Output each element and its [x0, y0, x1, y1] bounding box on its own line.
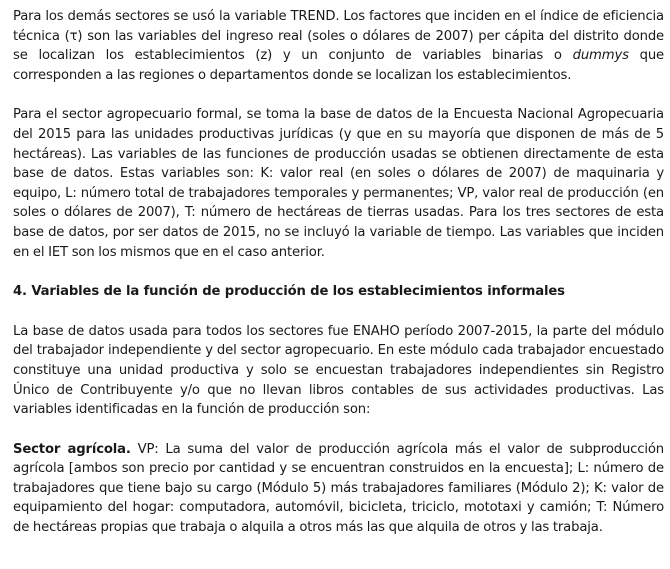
tau-symbol: τ [69, 28, 78, 44]
paragraph-enaho-database: La base de datos usada para todos los sectores fue ENAHO período 2007-2015, la parte del módulo del trabajador independiente y del sector agropecuario. En este módulo cada trabajador encuestado constituye una unidad productiva y solo se encuestan trabajadores independientes sin Registro Único de Contribuyente y/o que no llevan libros contables de sus actividades productivas. Las variables identificadas en la función de producción son: [13, 323, 664, 418]
paragraph-text: Para los demás sectores se usó la variable TREND. Los factores que inciden en el índice de eficiencia técnica ( [13, 9, 664, 44]
sector-agricola-label: Sector agrícola. [13, 441, 131, 457]
paragraph-text: VP: La suma del valor de producción agrícola más el valor de subproducción agrícola [ambos son precio por cantidad y se encuentran construidos en la encuesta]; L: número de trabajadores que tiene bajo su cargo (Módulo 5) más trabajadores familiares (Módulo 2); K: valor de equipamiento del hogar: computadora, automóvil, bicicleta, triciclo, mototaxi y camión; T: Número de hectáreas propias que trabaja o alquila a otros más las que alquila de otros y las trabaja. [13, 441, 665, 536]
paragraph-text: ) son las variables del ingreso real (soles o dólares de 2007) per cápita del distrito donde se localizan los establecimientos (z) y un conjunto de variables binarias o [13, 28, 665, 64]
paragraph-agropecuario-formal: Para el sector agropecuario formal, se toma la base de datos de la Encuesta Nacional Agropecuaria del 2015 para las unidades productivas jurídicas (y que en su mayoría que disponen de más de 5 hectáreas). Las variables de las funciones de producción usadas se obtienen directamente de esta base de datos. Estas variables son: K: valor real (en soles o dólares de 2007) de maquinaria y equipo, L: número total de trabajadores temporales y permanentes; VP, valor real de producción (en soles o dólares de 2007), T: número de hectáreas de tierras usadas. Para los tres sectores de esta base de datos, por ser datos de 2015, no se incluyó la variable de tiempo. Las variables que inciden en el IET son los mismos que en el caso anterior. [13, 107, 664, 260]
dummys-term: dummys [572, 48, 629, 64]
paragraph-trend-variables [13, 7, 664, 85]
paragraph-text: que corresponden a las regiones o departamentos donde se localizan los establecimientos. [13, 48, 664, 83]
section-heading: 4. Variables de la función de producción de los establecimientos informales [13, 284, 565, 300]
paragraph-sector-agricola [13, 440, 664, 538]
